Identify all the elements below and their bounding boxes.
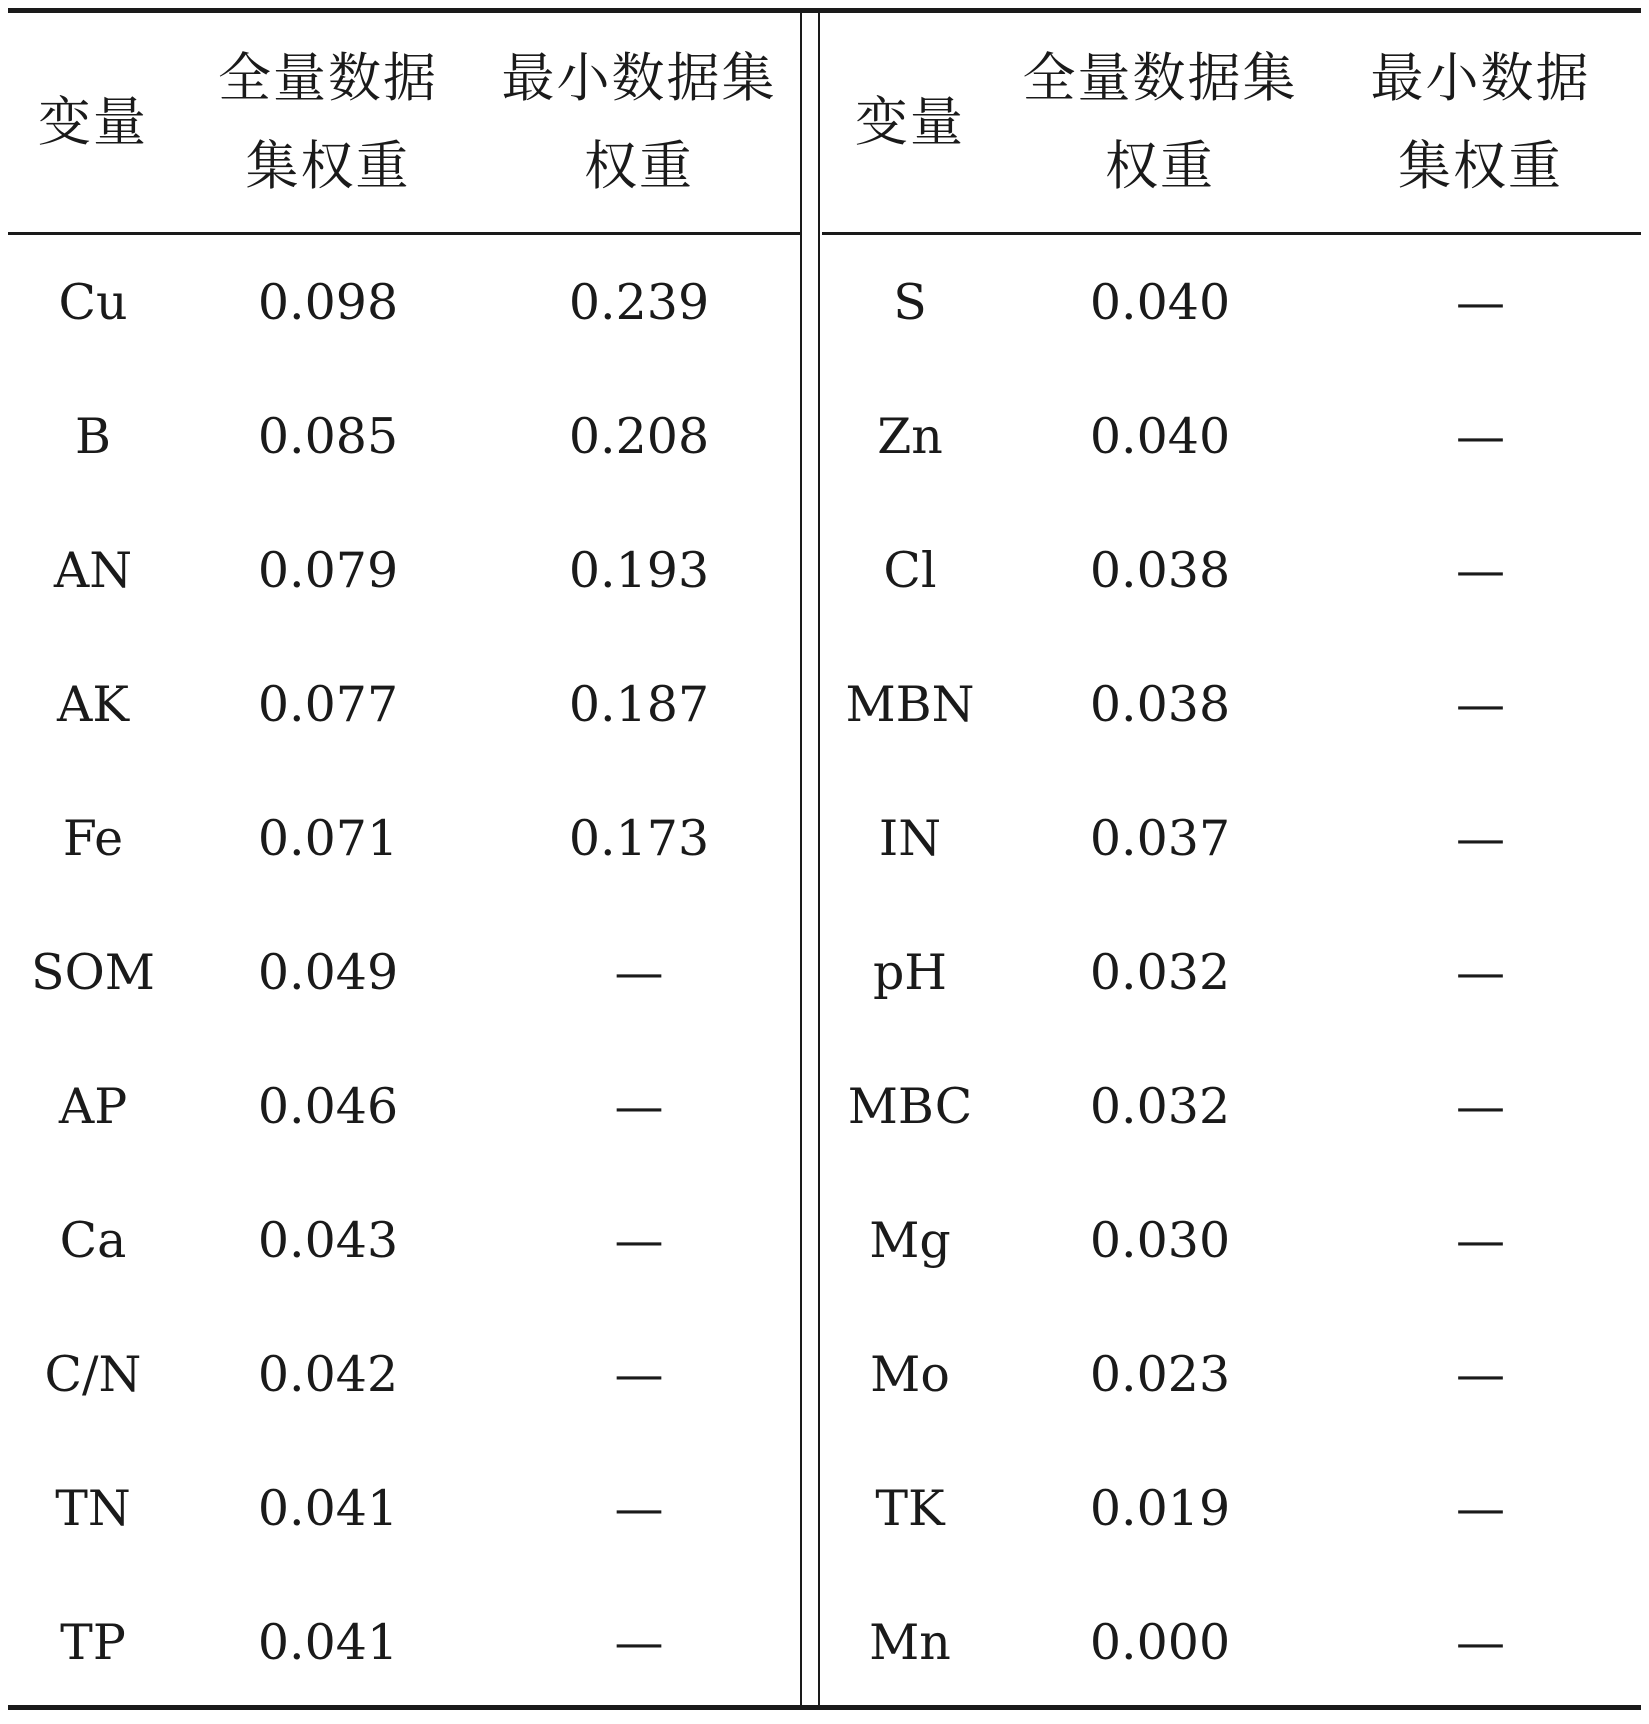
table-row [820,235,1641,369]
table-row [820,1039,1641,1173]
cell-min-weight: — [1456,273,1505,331]
cell-variable: B [74,407,111,465]
cell-variable: TN [55,1479,131,1537]
cell-full-weight: 0.040 [1089,273,1231,331]
cell-full-weight: 0.038 [1089,675,1231,733]
cell-variable: TP [60,1613,126,1671]
cell-variable: AP [58,1077,128,1135]
cell-min-weight: — [1456,407,1505,465]
cell-full-weight: 0.041 [257,1479,399,1537]
cell-min-weight: — [1456,1345,1505,1403]
cell-min-weight: — [614,1345,664,1403]
table-row [8,1441,800,1575]
table-row [8,637,800,771]
header-min-weight-line1: 最小数据 [1370,47,1591,109]
cell-min-weight: — [1456,675,1505,733]
header-min-weight-line1: 最小数据集 [501,47,777,109]
table-row [820,1173,1641,1307]
cell-min-weight: — [1456,943,1505,1001]
table-row [8,905,800,1039]
cell-min-weight: — [1456,1077,1505,1135]
table-row [820,905,1641,1039]
cell-variable: SOM [31,943,155,1001]
cell-min-weight: — [614,1479,664,1537]
table-row [8,503,800,637]
header-min-weight [478,13,800,232]
cell-min-weight: — [614,1211,664,1269]
cell-full-weight: 0.030 [1089,1211,1231,1269]
table-row [8,1039,800,1173]
header-min-weight-line2: 集权重 [1398,135,1563,197]
table-row [8,235,800,369]
cell-min-weight: 0.193 [568,541,710,599]
table-header-left [8,13,800,232]
cell-full-weight: 0.019 [1089,1479,1231,1537]
header-min-weight-line2: 权重 [584,135,694,197]
cell-min-weight: — [1456,1479,1505,1537]
table-row [8,771,800,905]
header-full-weight-line2: 权重 [1105,135,1215,197]
cell-variable: C/N [44,1345,142,1403]
cell-variable: Zn [877,407,943,465]
cell-full-weight: 0.032 [1089,943,1231,1001]
cell-variable: Cu [58,273,128,331]
table-row [820,1441,1641,1575]
table-row [820,369,1641,503]
table-body-right [820,235,1641,1709]
header-min-weight [1320,13,1641,232]
cell-min-weight: 0.187 [568,675,710,733]
cell-full-weight: 0.023 [1089,1345,1231,1403]
cell-min-weight: — [614,1077,664,1135]
cell-full-weight: 0.037 [1089,809,1231,867]
table-row [820,1307,1641,1441]
cell-variable: MBC [847,1077,973,1135]
table-row [8,1307,800,1441]
cell-full-weight: 0.032 [1089,1077,1231,1135]
header-full-weight-line1: 全量数据 [218,47,438,109]
table-row [820,771,1641,905]
cell-variable: TK [875,1479,945,1537]
cell-full-weight: 0.000 [1089,1613,1231,1671]
cell-full-weight: 0.040 [1089,407,1231,465]
cell-full-weight: 0.071 [257,809,399,867]
cell-variable: AN [53,541,133,599]
divider-line-left [800,11,802,1707]
header-variable-text: 变量 [855,91,965,153]
table-body-left [8,235,800,1709]
cell-min-weight: — [1456,1211,1505,1269]
cell-min-weight: — [1456,541,1505,599]
cell-variable: S [893,273,927,331]
cell-min-weight: 0.173 [568,809,710,867]
table-row [820,503,1641,637]
cell-full-weight: 0.085 [257,407,399,465]
cell-variable: IN [878,809,942,867]
cell-min-weight: — [614,1613,664,1671]
cell-variable: Mo [870,1345,950,1403]
cell-full-weight: 0.041 [257,1613,399,1671]
table-row [8,1173,800,1307]
cell-full-weight: 0.077 [257,675,399,733]
cell-min-weight: — [614,943,664,1001]
cell-full-weight: 0.042 [257,1345,399,1403]
header-full-weight-line1: 全量数据集 [1022,47,1298,109]
header-variable [820,13,1000,232]
cell-variable: AK [57,675,129,733]
cell-variable: Fe [62,809,124,867]
header-full-weight-line2: 集权重 [245,135,411,197]
header-variable-text: 变量 [38,91,148,153]
cell-full-weight: 0.046 [257,1077,399,1135]
table-header-right [820,13,1641,232]
table-row [8,1575,800,1709]
cell-min-weight: — [1456,809,1505,867]
header-full-weight [1000,13,1320,232]
cell-full-weight: 0.079 [257,541,399,599]
cell-full-weight: 0.043 [257,1211,399,1269]
table-row [8,369,800,503]
table-row [820,637,1641,771]
cell-full-weight: 0.038 [1089,541,1231,599]
cell-variable: pH [872,943,948,1001]
cell-variable: Mn [869,1613,951,1671]
cell-min-weight: — [1456,1613,1505,1671]
weights-table [8,8,1641,1710]
cell-min-weight: 0.208 [568,407,710,465]
cell-min-weight: 0.239 [568,273,710,331]
cell-full-weight: 0.049 [257,943,399,1001]
table-row [820,1575,1641,1709]
cell-variable: Mg [869,1211,951,1269]
cell-variable: Ca [59,1211,127,1269]
cell-full-weight: 0.098 [257,273,399,331]
header-full-weight [178,13,478,232]
cell-variable: Cl [883,541,937,599]
cell-variable: MBN [845,675,975,733]
header-variable [8,13,178,232]
